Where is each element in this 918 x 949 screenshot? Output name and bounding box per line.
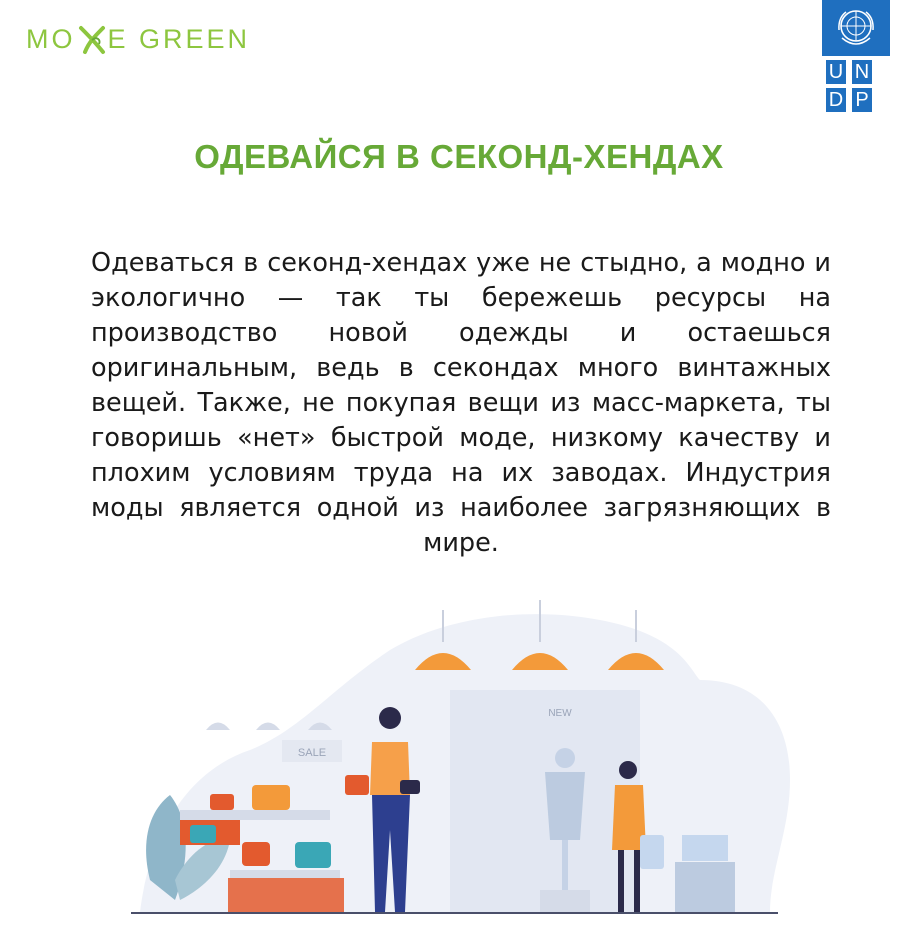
small-lamp-1 bbox=[206, 723, 230, 731]
undp-logo bbox=[822, 0, 890, 116]
undp-letter-u: U bbox=[826, 60, 846, 84]
page-title: ОДЕВАЙСЯ В СЕКОНД-ХЕНДАХ bbox=[194, 138, 724, 175]
logo-leaf-x-icon bbox=[77, 22, 107, 56]
shop-window bbox=[450, 690, 640, 912]
logo-text-part1: MO bbox=[26, 23, 76, 54]
undp-emblem-block bbox=[822, 0, 890, 56]
undp-letter-d: D bbox=[826, 88, 846, 112]
undp-letter-n: N bbox=[852, 60, 872, 84]
bag-red-2 bbox=[242, 842, 270, 866]
body-paragraph: Одеваться в секонд-хендах уже не стыдно, а модно и экологично — так ты бережешь ресурсы на производство новой одежды и остаешься оригинальным, ведь в секондах много винтажных вещей. Также, не покупая вещи из масс-маркета, ты говоришь «нет» быстрой моде, низкому качеству и плохим условиям труда на их заводах. Индустрия моды является одной из наиболее загрязняющих в мире. bbox=[91, 248, 831, 558]
box-right-1 bbox=[682, 835, 728, 861]
small-lamp-2 bbox=[256, 723, 280, 731]
bag-orange bbox=[252, 785, 290, 810]
sale-sign-text: SALE bbox=[297, 747, 327, 759]
undp-letter-p: P bbox=[852, 88, 872, 112]
logo-text-part2: E GREEN bbox=[107, 23, 251, 54]
new-sign-text: NEW bbox=[548, 708, 572, 719]
un-emblem-icon bbox=[822, 0, 890, 56]
bag-teal bbox=[295, 842, 331, 868]
bag-teal-2 bbox=[190, 825, 216, 843]
bag-red bbox=[210, 794, 234, 810]
move-green-logo bbox=[26, 22, 250, 56]
second-hand-shop-illustration bbox=[0, 580, 918, 949]
box-right-2 bbox=[675, 862, 735, 912]
